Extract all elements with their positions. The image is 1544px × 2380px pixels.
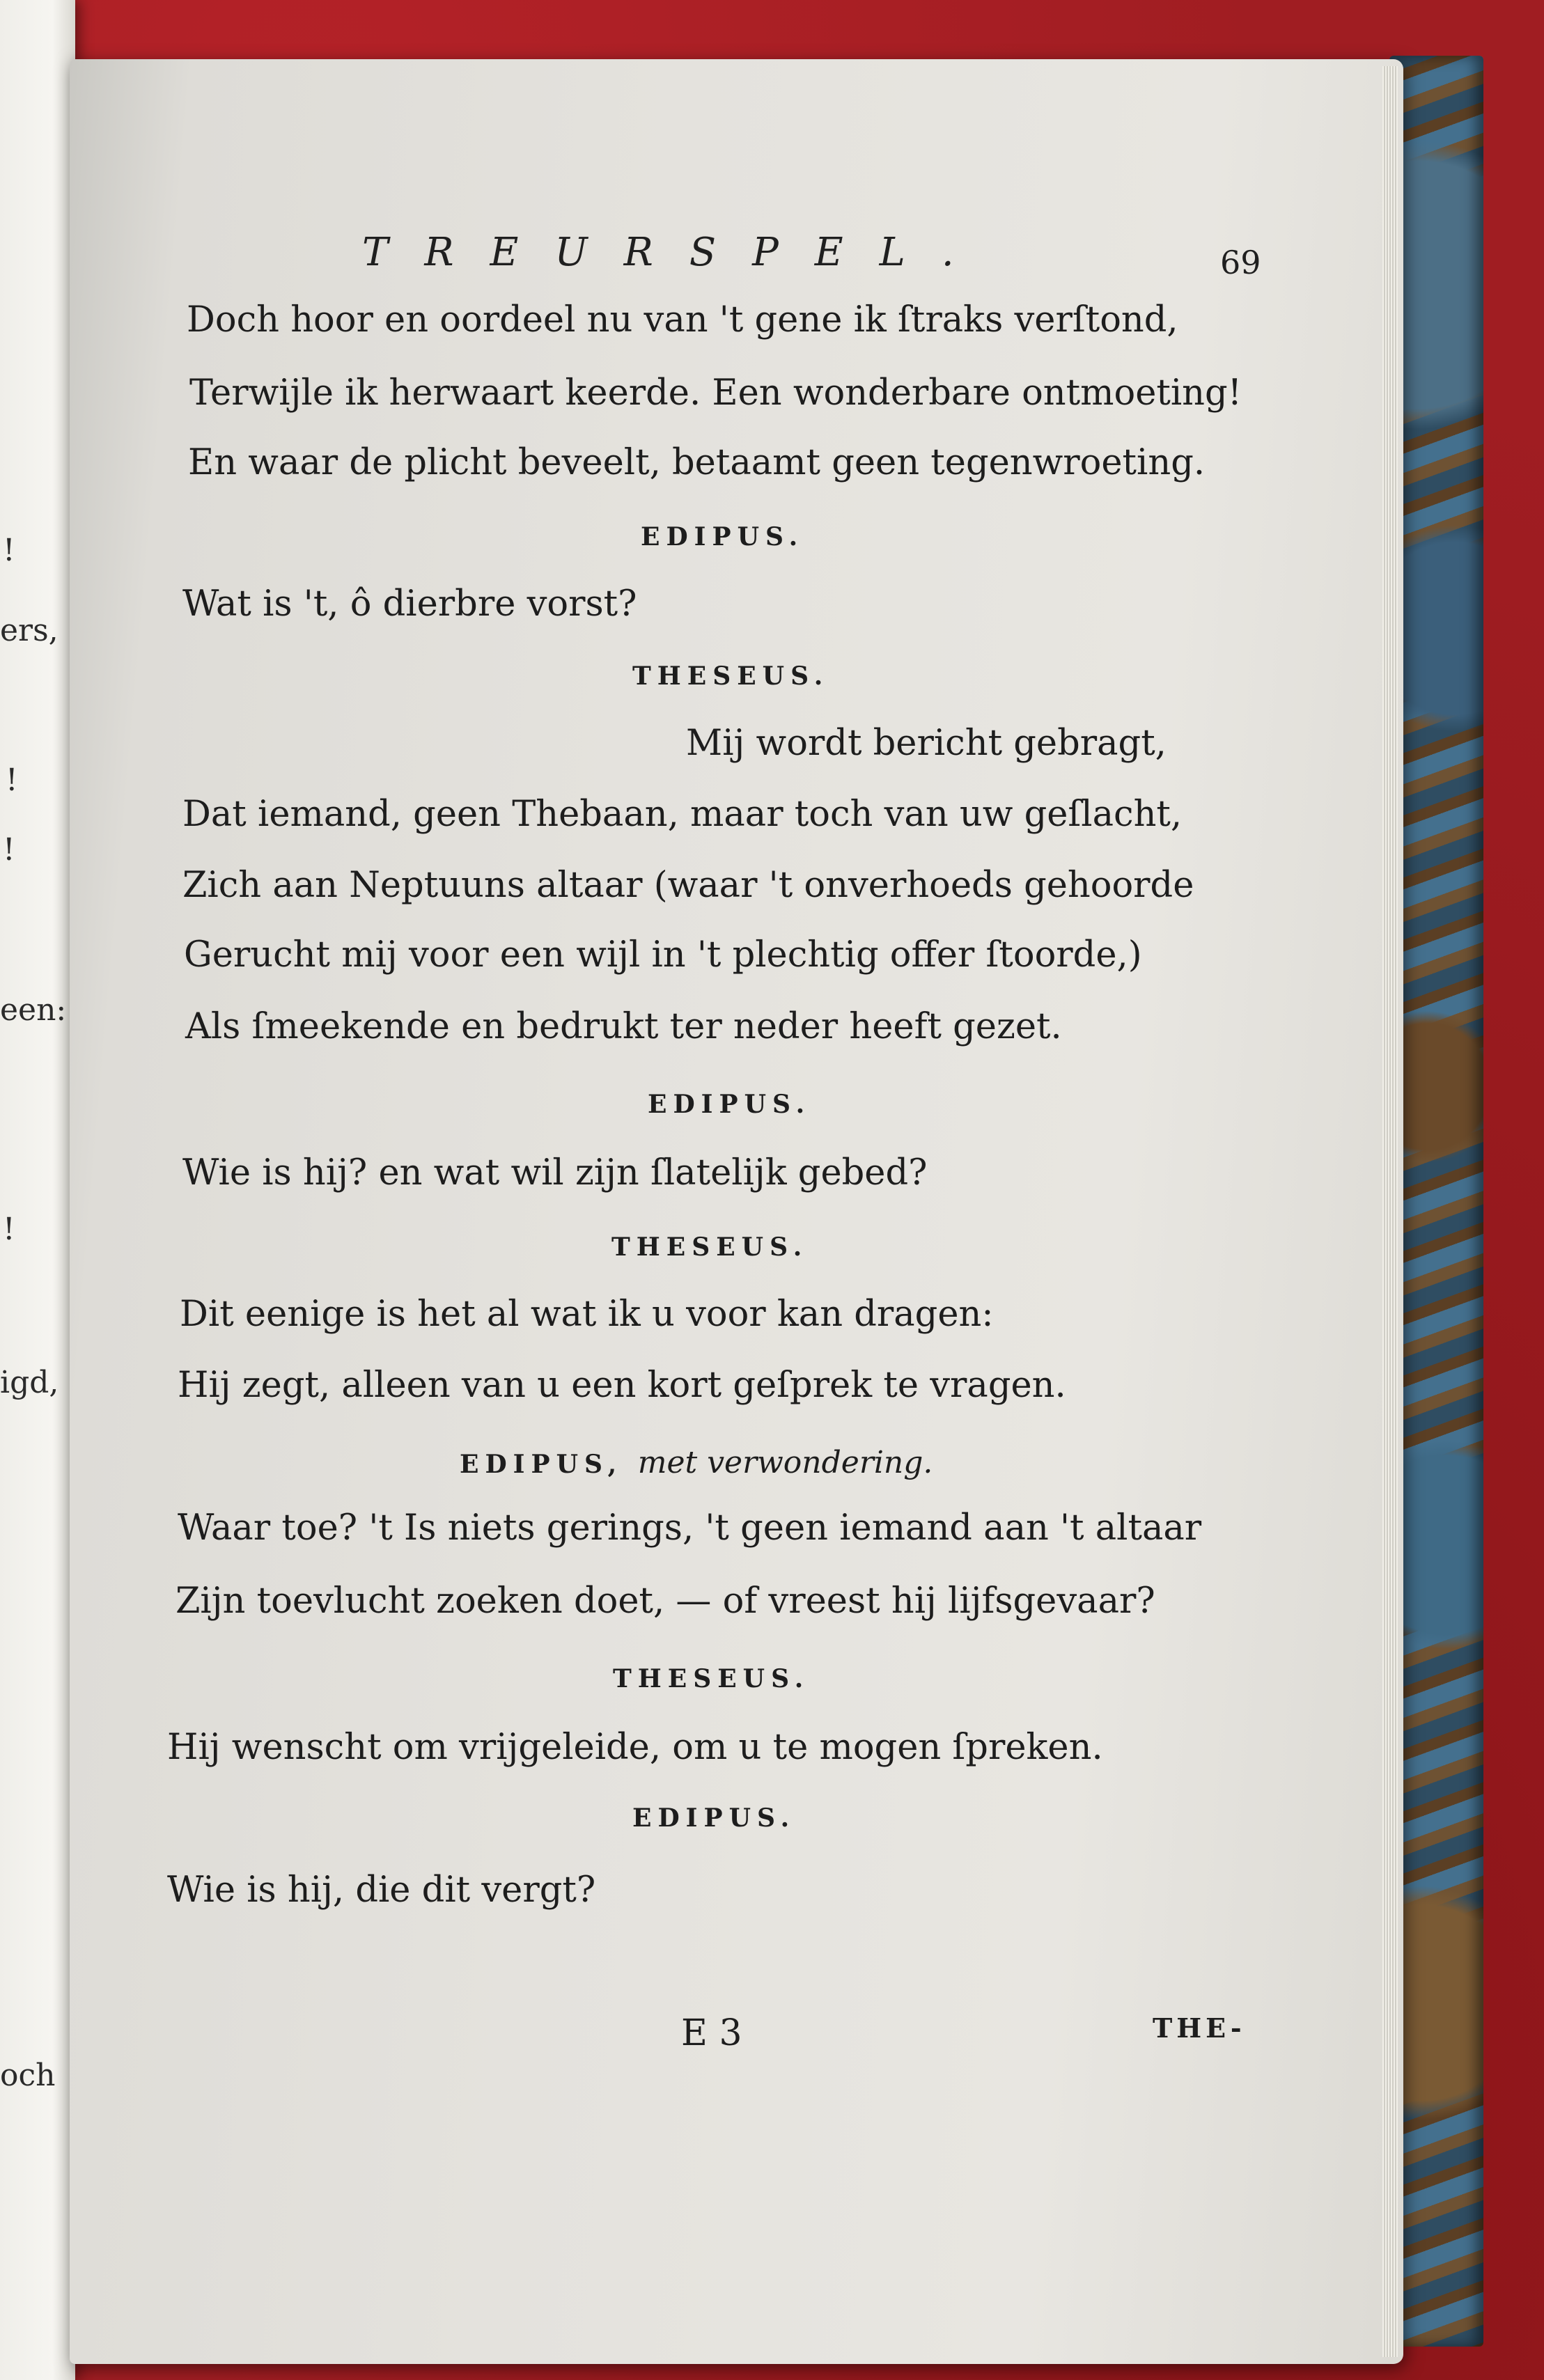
speaker-name <box>641 522 804 551</box>
verse-line <box>182 1152 927 1193</box>
verse-line <box>189 373 1242 414</box>
speaker-name <box>613 1664 809 1693</box>
facing-page-fragment: een: <box>0 992 67 1028</box>
speaker-label: EDIPUS. <box>641 522 804 551</box>
verse-text: Zijn toevlucht zoeken doet, — of vreest hij lijfsgevaar? <box>176 1581 1155 1622</box>
verse-line <box>178 1508 1201 1549</box>
verse-line <box>176 1581 1155 1622</box>
verse-text: Dat iemand, geen Thebaan, maar toch van uw geſlacht, <box>182 794 1183 835</box>
verse-line <box>182 584 637 625</box>
running-head: TREURSPEL. <box>362 230 990 275</box>
facing-page-edge <box>0 0 75 2380</box>
facing-page-fragment: ! <box>3 1212 15 1247</box>
verse-line <box>686 723 1167 764</box>
page-block-edge <box>1382 66 1398 2357</box>
verse-line <box>188 442 1205 483</box>
verse-text: Hij wenscht om vrijgeleide, om u te mogen ſpreken. <box>167 1727 1103 1768</box>
verse-line <box>180 1294 994 1335</box>
speaker-label: THESEUS. <box>613 1664 810 1693</box>
facing-page-fragment: ! <box>3 533 15 568</box>
verse-text: Gerucht mij voor een wijl in 't plechtig offer ſtoorde,) <box>184 934 1142 976</box>
speaker-name <box>611 1232 808 1262</box>
facing-page-fragment: igd, <box>0 1365 59 1400</box>
speaker-label: THESEUS. <box>632 661 829 691</box>
stage-direction: met verwondering. <box>637 1445 933 1480</box>
verse-text: Waar toe? 't Is niets gerings, 't geen iemand aan 't altaar <box>178 1508 1202 1549</box>
verse-line <box>184 934 1142 976</box>
verse-text: Terwijle ik herwaart keerde. Een wonderbare ontmoeting! <box>189 373 1242 414</box>
facing-page-fragment: ! <box>6 762 18 798</box>
printer-signature: E 3 <box>681 2012 742 2054</box>
verse-text: Wie is hij? en wat wil zijn ſlatelijk gebed? <box>182 1152 928 1193</box>
speaker-label: THESEUS. <box>611 1232 809 1262</box>
facing-page-fragment: ers, <box>0 613 59 648</box>
speaker-label: EDIPUS, <box>460 1450 623 1479</box>
facing-page-fragment: och <box>0 2058 56 2093</box>
verse-text: Als ſmeekende en bedrukt ter neder heeft gezet. <box>185 1006 1062 1047</box>
speaker-label: EDIPUS. <box>632 1803 796 1833</box>
verse-text: Mij wordt bericht gebragt, <box>686 723 1167 764</box>
verse-text: Hij zegt, alleen van u een kort geſprek te vragen. <box>178 1365 1066 1406</box>
verse-text: Doch hoor en oordeel nu van 't gene ik ſtraks verſtond, <box>187 299 1178 340</box>
speaker-name <box>460 1445 933 1480</box>
facing-page-fragment: ! <box>3 832 15 868</box>
page-number: 69 <box>1220 244 1261 281</box>
verse-text: Wie is hij, die dit vergt? <box>167 1870 596 1911</box>
verse-text: Zich aan Neptuuns altaar (waar 't onverhoeds gehoorde <box>182 865 1194 906</box>
verse-line <box>182 865 1194 906</box>
verse-line <box>185 1006 1062 1047</box>
speaker-name <box>648 1090 811 1119</box>
speaker-name <box>632 661 829 691</box>
verse-line <box>182 794 1182 835</box>
verse-line <box>187 299 1178 340</box>
verse-line <box>178 1365 1066 1406</box>
verse-text: Dit eenige is het al wat ik u voor kan dragen: <box>180 1294 994 1335</box>
catchword: THE- <box>1153 2012 1246 2044</box>
verse-line <box>167 1727 1103 1768</box>
speaker-name <box>632 1803 795 1833</box>
speaker-label: EDIPUS. <box>648 1090 811 1119</box>
verse-text: En waar de plicht beveelt, betaamt geen tegenwroeting. <box>188 442 1206 483</box>
verse-text: Wat is 't, ô dierbre vorst? <box>182 584 637 625</box>
marbled-cover <box>1389 56 1483 2347</box>
verse-line <box>167 1870 595 1911</box>
